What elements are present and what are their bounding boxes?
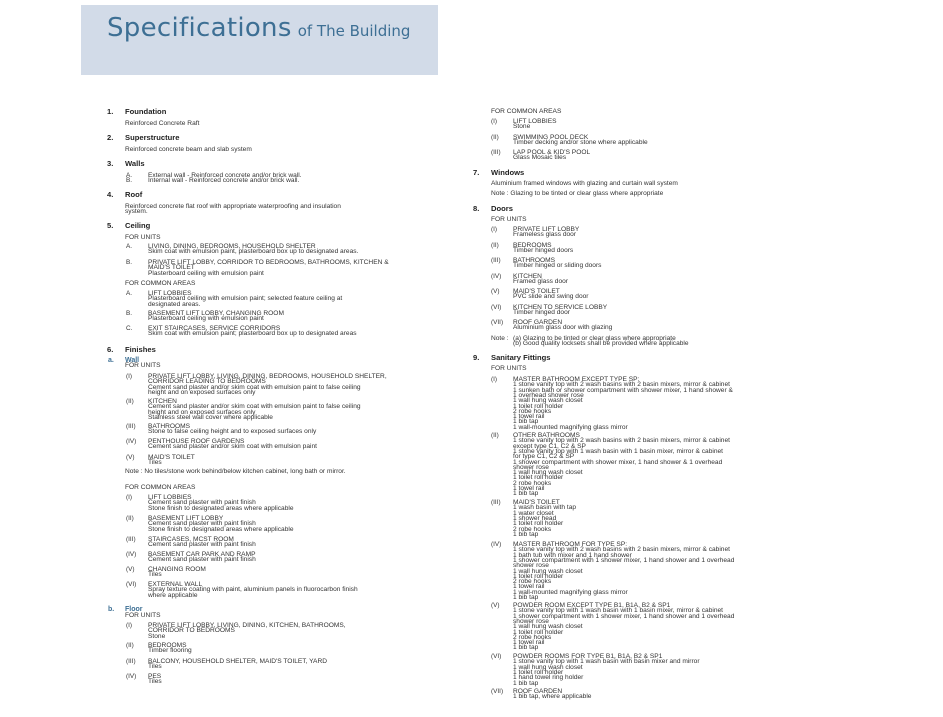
item-line: BEDROOMS bbox=[148, 642, 187, 649]
item-line: Tiles bbox=[148, 459, 162, 467]
item-marker: (VII) bbox=[491, 319, 504, 326]
item-line: 1 bib tap bbox=[513, 594, 539, 601]
item-line: Cement sand plaster with paint finish bbox=[148, 541, 256, 549]
section-number: 4. bbox=[107, 190, 114, 199]
item-line: KITCHEN bbox=[513, 273, 542, 280]
item-marker: (VI) bbox=[491, 653, 502, 660]
group-label: FOR COMMON AREAS bbox=[125, 484, 196, 491]
item-line: 1 wall hung wash closet bbox=[513, 623, 583, 631]
item-line: 1 wall hung wash closet bbox=[513, 567, 583, 575]
item-line: Timber hinged door bbox=[513, 309, 570, 317]
item-line: 1 wall-mounted magnifying glass mirror bbox=[513, 588, 628, 596]
item-line: CORRIDOR LEADING TO BEDROOMS bbox=[148, 378, 266, 386]
item-line: Tiles bbox=[148, 663, 162, 671]
item-line: except type C1, C2 & SP bbox=[513, 442, 586, 450]
section-body: Reinforced concrete flat roof with appropriate waterproofing and insulation bbox=[125, 203, 341, 210]
item-line: 1 bath tub with mixer and 1 hand shower bbox=[513, 551, 632, 559]
item-marker: (II) bbox=[126, 642, 134, 649]
section-title: Roof bbox=[125, 190, 143, 199]
section-body: Aluminium framed windows with glazing and curtain wall system bbox=[491, 180, 678, 187]
item-line: 1 water closet bbox=[513, 509, 554, 517]
item-line: PRIVATE LIFT LOBBY, LIVING, DINING, BEDROOMS, HOUSEHOLD SHELTER, bbox=[148, 373, 387, 380]
item-line: Cement sand plaster with paint finish bbox=[148, 520, 256, 528]
item-marker: (I) bbox=[126, 494, 133, 501]
item-line: 1 toilet roll holder bbox=[513, 474, 564, 482]
item-line: 2 robe hooks bbox=[513, 407, 552, 415]
item-marker: (I) bbox=[491, 226, 498, 233]
item-line: Stone bbox=[148, 632, 166, 640]
item-marker: (III) bbox=[491, 499, 501, 506]
item-line: LIFT LOBBIES bbox=[148, 290, 192, 297]
item-line: BATHROOMS bbox=[148, 423, 191, 430]
item-line: Cement sand plaster with paint finish bbox=[148, 556, 256, 564]
item-marker: (II) bbox=[491, 432, 499, 439]
item-marker: (III) bbox=[126, 658, 136, 665]
item-line: Cement sand plaster with paint finish bbox=[148, 499, 256, 507]
subsection-title: Wall bbox=[125, 357, 140, 364]
item-line: Cement sand plaster and/or skim coat with emulsion paint to false ceiling bbox=[148, 383, 361, 391]
item-line: 1 toilet roll holder bbox=[513, 520, 564, 528]
item-line: ROOF GARDEN bbox=[513, 688, 563, 695]
title-main: Specifications bbox=[107, 13, 292, 43]
item-line: 1 bib tap bbox=[513, 679, 539, 687]
item-line: 1 bib tap bbox=[513, 490, 539, 498]
item-line: Framed glass door bbox=[513, 278, 568, 286]
item-line: Glass Mosaic tiles bbox=[513, 154, 567, 162]
item-line: 1 toilet roll holder bbox=[513, 572, 564, 580]
item-line: 2 robe hooks bbox=[513, 633, 552, 641]
section-title: Walls bbox=[125, 159, 145, 168]
item-marker: (I) bbox=[126, 373, 133, 380]
item-line: OTHER BATHROOMS bbox=[513, 432, 580, 439]
item-marker: (V) bbox=[126, 566, 135, 573]
item-line: 1 stone vanity top with 2 wash basins with 2 basin mixers, mirror & cabinet bbox=[513, 546, 730, 554]
item-marker: (III) bbox=[126, 536, 136, 543]
item-marker: (IV) bbox=[126, 673, 137, 680]
section-title: Finishes bbox=[125, 345, 156, 354]
item-line: 1 shower compartment with 1 shower mixer, 1 hand shower and 1 overhead bbox=[513, 612, 735, 620]
item-line: 1 shower compartment with 1 shower mixer, 1 hand shower and 1 overhead bbox=[513, 556, 735, 564]
item-line: designated areas. bbox=[148, 300, 201, 308]
section-body: Reinforced Concrete Raft bbox=[125, 120, 200, 127]
item-line: MASTER BATHROOM EXCEPT TYPE SP: bbox=[513, 376, 640, 383]
item-line: Stainless steel wall cover where applicable bbox=[148, 413, 273, 421]
item-line: 1 towel rail bbox=[513, 413, 545, 421]
item-marker: (I) bbox=[126, 622, 133, 629]
section-body: system. bbox=[125, 208, 148, 215]
header-band bbox=[81, 5, 438, 75]
item-line: BASEMENT LIFT LOBBY bbox=[148, 515, 224, 522]
item-line: BATHROOMS bbox=[513, 257, 556, 264]
item-line: Stone finish to designated areas where applicable bbox=[148, 525, 294, 533]
item-marker: (VI) bbox=[126, 581, 137, 588]
item-line: 1 bib tap bbox=[513, 530, 539, 538]
item-line: CHANGING ROOM bbox=[148, 566, 206, 573]
item-marker: A. bbox=[126, 290, 133, 297]
section-number: 8. bbox=[473, 204, 480, 213]
group-label: FOR UNITS bbox=[125, 612, 161, 619]
item-line: MAID'S TOILET bbox=[148, 454, 195, 461]
item-line: Skim coat with emulsion paint; plasterboard box up to designated areas bbox=[148, 330, 357, 338]
item-marker: (IV) bbox=[126, 551, 137, 558]
item-line: Tiles bbox=[148, 571, 162, 579]
item-line: 1 stone vanity top with 1 wash basin with 1 basin mixer, mirror & cabinet bbox=[513, 447, 723, 455]
item-line: where applicable bbox=[148, 591, 198, 599]
item-line: Stone to false ceiling height and to exposed surfaces only bbox=[148, 428, 317, 436]
subsection-marker: b. bbox=[108, 606, 115, 613]
item-line: Timber decking and/or stone where applicable bbox=[513, 139, 648, 147]
item-line: Plasterboard ceiling with emulsion paint bbox=[148, 315, 264, 323]
section-title: Doors bbox=[491, 204, 513, 213]
item-line: 1 towel rail bbox=[513, 485, 545, 492]
item-line: KITCHEN TO SERVICE LOBBY bbox=[513, 304, 608, 311]
item-line: shower rose bbox=[513, 463, 549, 471]
page-title bbox=[107, 13, 410, 43]
item-marker: (II) bbox=[126, 398, 134, 405]
item-line: 1 toilet roll holder bbox=[513, 628, 564, 636]
item-line: 1 stone vanity top with 2 wash basins with 2 basin mixers, mirror & cabinet bbox=[513, 437, 730, 445]
note: Note : bbox=[491, 335, 509, 342]
item-line: 1 shower compartment with shower mixer, 1 hand shower & 1 overhead bbox=[513, 458, 723, 466]
item-line: 1 bib tap bbox=[513, 418, 539, 426]
item-line: PES bbox=[148, 673, 162, 680]
item-line: 1 bib tap, where applicable bbox=[513, 693, 592, 701]
item-line: Skim coat with emulsion paint, plasterboard box up to designated areas. bbox=[148, 248, 359, 256]
section-number: 2. bbox=[107, 133, 114, 142]
item-line: LAP POOL & KID'S POOL bbox=[513, 149, 591, 156]
item-line: MAID'S TOILET bbox=[148, 264, 195, 272]
item-line: LIFT LOBBIES bbox=[513, 118, 557, 125]
item-line: Stone finish to designated areas where applicable bbox=[148, 504, 294, 512]
item-line: BASEMENT LIFT LOBBY, CHANGING ROOM bbox=[148, 310, 284, 317]
item-marker: (I) bbox=[491, 118, 498, 125]
item-marker: (I) bbox=[491, 376, 498, 383]
item-line: Timber hinged or sliding doors bbox=[513, 262, 602, 270]
section-number: 9. bbox=[473, 353, 480, 362]
item-line: BEDROOMS bbox=[513, 242, 552, 249]
item-marker: (III) bbox=[491, 257, 501, 264]
section-title: Foundation bbox=[125, 107, 167, 116]
group-label: FOR COMMON AREAS bbox=[491, 108, 562, 115]
item-marker: (V) bbox=[126, 454, 135, 461]
note: (b) Good quality locksets shall be provided where applicable bbox=[513, 340, 689, 347]
item-marker: (II) bbox=[126, 515, 134, 522]
group-label: FOR COMMON AREAS bbox=[125, 280, 196, 287]
item-line: Internal wall - Reinforced concrete and/or brick wall. bbox=[148, 177, 300, 184]
section-title: Windows bbox=[491, 168, 525, 177]
item-line: LIFT LOBBIES bbox=[148, 494, 192, 501]
item-line: PRIVATE LIFT LOBBY, LIVING, DINING, KITCHEN, BATHROOMS, bbox=[148, 622, 346, 629]
section-title: Sanitary Fittings bbox=[491, 353, 551, 362]
item-line: 2 robe hooks bbox=[513, 525, 552, 533]
item-line: Cement sand plaster and/or skim coat with emulsion paint bbox=[148, 443, 317, 451]
item-line: PENTHOUSE ROOF GARDENS bbox=[148, 438, 245, 445]
item-line: MASTER BATHROOM FOR TYPE SP: bbox=[513, 541, 628, 548]
item-line: 1 toilet roll holder bbox=[513, 402, 564, 410]
item-line: 1 overhead shower rose bbox=[513, 391, 584, 399]
item-line: LIVING, DINING, BEDROOMS, HOUSEHOLD SHELTER bbox=[148, 243, 316, 250]
title-rest: of The Building bbox=[297, 22, 411, 40]
subsection-marker: a. bbox=[108, 357, 114, 364]
item-line: 1 hand towel ring holder bbox=[513, 674, 584, 682]
item-line: shower rose bbox=[513, 562, 549, 570]
item-line: 2 robe hooks bbox=[513, 578, 552, 586]
item-line: Tiles bbox=[148, 678, 162, 686]
item-line: height and on exposed surfaces only bbox=[148, 408, 256, 416]
item-line: Plasterboard ceiling with emulsion paint; selected feature ceiling at bbox=[148, 295, 343, 303]
item-line: PRIVATE LIFT LOBBY bbox=[513, 226, 580, 233]
item-line: 1 toilet roll holder bbox=[513, 668, 564, 676]
item-line: Frameless glass door bbox=[513, 231, 577, 239]
item-marker: (II) bbox=[491, 134, 499, 141]
section-title: Superstructure bbox=[125, 133, 180, 142]
item-marker: (IV) bbox=[491, 541, 502, 548]
item-line: 1 wall-mounted magnifying glass mirror bbox=[513, 423, 628, 431]
item-marker: A. bbox=[126, 172, 133, 179]
item-marker: B. bbox=[126, 310, 133, 317]
group-label: FOR UNITS bbox=[125, 234, 161, 241]
item-marker: (III) bbox=[491, 149, 501, 156]
item-marker: (IV) bbox=[126, 438, 137, 445]
section-number: 5. bbox=[107, 221, 114, 230]
note: Note : Glazing to be tinted or clear glass where appropriate bbox=[491, 190, 664, 197]
item-line: Spray texture coating with paint, aluminium panels in fluorocarbon finish bbox=[148, 586, 358, 594]
item-line: 1 wall hung wash closet bbox=[513, 397, 583, 405]
item-line: 1 bib tap bbox=[513, 644, 539, 652]
item-marker: B. bbox=[126, 177, 133, 184]
item-line: 1 stone vanity top with 2 wash basins with 2 basin mixers, mirror & cabinet bbox=[513, 381, 730, 389]
item-line: Timber hinged doors bbox=[513, 247, 574, 255]
item-line: MAID'S TOILET bbox=[513, 499, 560, 506]
item-line: 1 sunken bath or shower compartment with shower mixer, 1 hand shower & bbox=[513, 386, 733, 394]
subsection-title: Floor bbox=[125, 606, 143, 613]
item-line: PVC slide and swing door bbox=[513, 293, 589, 301]
item-line: EXTERNAL WALL bbox=[148, 581, 203, 588]
item-line: 1 wash basin with tap bbox=[513, 504, 577, 512]
group-label: FOR UNITS bbox=[491, 365, 527, 372]
item-marker: C. bbox=[126, 325, 133, 332]
note: Note : No tiles/stone work behind/below kitchen cabinet, long bath or mirror. bbox=[125, 468, 346, 475]
item-marker: A. bbox=[126, 243, 133, 250]
item-marker: (IV) bbox=[491, 273, 502, 280]
item-line: BASEMENT CAR PARK AND RAMP bbox=[148, 551, 256, 558]
item-line: Plasterboard ceiling with emulsion paint bbox=[148, 269, 264, 277]
item-line: BALCONY, HOUSEHOLD SHELTER, MAID'S TOILET, YARD bbox=[148, 658, 327, 665]
item-marker: (II) bbox=[491, 242, 499, 249]
item-marker: B. bbox=[126, 259, 133, 266]
item-line: External wall - Reinforced concrete and/or brick wall. bbox=[148, 172, 302, 179]
item-line: 1 towel rail bbox=[513, 639, 545, 647]
item-line: 1 stone vanity top with 1 wash basin with 1 basin mixer, mirror & cabinet bbox=[513, 607, 723, 615]
item-line: SWIMMING POOL DECK bbox=[513, 134, 589, 141]
item-line: ROOF GARDEN bbox=[513, 319, 563, 326]
section-body: Reinforced concrete beam and slab system bbox=[125, 146, 252, 153]
note: (a) Glazing to be tinted or clear glass where appropriate bbox=[513, 335, 676, 342]
item-line: MAID'S TOILET bbox=[513, 288, 560, 295]
item-line: POWDER ROOMS FOR TYPE B1, B1A, B2 & SP1 bbox=[513, 653, 663, 660]
item-line: EXIT STAIRCASES, SERVICE CORRIDORS bbox=[148, 325, 281, 332]
item-line: Aluminium glass door with glazing bbox=[513, 324, 613, 332]
item-marker: (VI) bbox=[491, 304, 502, 311]
item-line: POWDER ROOM EXCEPT TYPE B1, B1A, B2 & SP1 bbox=[513, 602, 671, 609]
item-line: 1 wall hung wash closet bbox=[513, 663, 583, 671]
item-line: CORRIDOR TO BEDROOMS bbox=[148, 627, 235, 635]
item-line: Cement sand plaster and/or skim coat with emulsion paint to false ceiling bbox=[148, 403, 361, 411]
section-title: Ceiling bbox=[125, 221, 151, 230]
item-line: PRIVATE LIFT LOBBY, CORRIDOR TO BEDROOMS, BATHROOMS, KITCHEN & bbox=[148, 259, 389, 266]
group-label: FOR UNITS bbox=[491, 216, 527, 223]
item-line: KITCHEN bbox=[148, 398, 177, 405]
item-marker: (III) bbox=[126, 423, 136, 430]
item-marker: (V) bbox=[491, 288, 500, 295]
section-number: 1. bbox=[107, 107, 114, 116]
section-number: 3. bbox=[107, 159, 114, 168]
item-line: Timber flooring bbox=[148, 647, 192, 655]
item-line: 2 robe hooks bbox=[513, 479, 552, 487]
item-line: STAIRCASES, MCST ROOM bbox=[148, 536, 234, 543]
item-line: shower rose bbox=[513, 617, 549, 625]
item-line: height and on exposed surfaces only bbox=[148, 388, 256, 396]
item-marker: (VII) bbox=[491, 688, 504, 695]
item-line: 1 shower head bbox=[513, 514, 557, 522]
item-marker: (V) bbox=[491, 602, 500, 609]
item-line: 1 wall hung wash closet bbox=[513, 469, 583, 477]
item-line: Stone bbox=[513, 123, 531, 131]
item-line: 1 towel rail bbox=[513, 583, 545, 591]
section-number: 7. bbox=[473, 168, 480, 177]
item-line: for type C1, C2 & SP bbox=[513, 453, 575, 461]
section-number: 6. bbox=[107, 345, 114, 354]
group-label: FOR UNITS bbox=[125, 362, 161, 369]
item-line: 1 stone vanity top with 1 wash basin with basin mixer and mirror bbox=[513, 658, 700, 666]
